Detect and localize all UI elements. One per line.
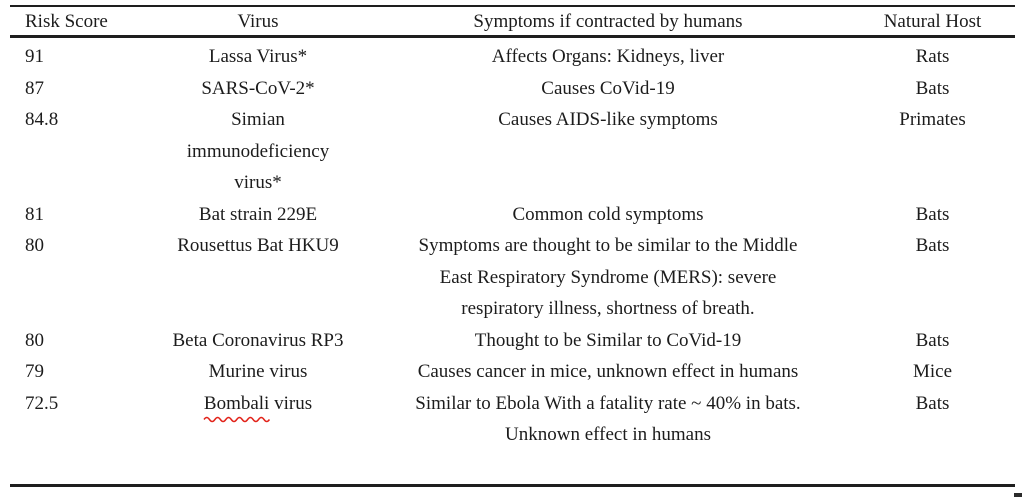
cell-text: 91 bbox=[25, 46, 44, 67]
header-symptoms: Symptoms if contracted by humans bbox=[473, 11, 743, 32]
table-header-row bbox=[10, 7, 1015, 38]
risk-score-cell bbox=[10, 73, 150, 105]
risk-score-cell bbox=[10, 325, 150, 357]
symptoms-cell bbox=[366, 325, 850, 357]
natural-host-cell bbox=[850, 73, 1015, 105]
misspelled-word[interactable]: Bombali bbox=[204, 388, 269, 420]
cell-text: Primates bbox=[899, 109, 966, 130]
risk-score-cell bbox=[10, 104, 150, 199]
cell-text: Bats bbox=[915, 203, 950, 225]
natural-host-cell bbox=[850, 356, 1015, 388]
symptoms-cell bbox=[366, 356, 850, 388]
cell-text: Thought to be Similar to CoVid-19 bbox=[474, 329, 742, 351]
cell-text: 81 bbox=[25, 203, 44, 225]
natural-host-cell bbox=[850, 41, 1015, 73]
cell-text: respiratory illness, shortness of breath. bbox=[461, 298, 755, 319]
natural-host-cell bbox=[850, 388, 1015, 451]
cell-text: Similar to Ebola With a fatality rate ~ 40% in bats. bbox=[415, 392, 801, 414]
cell-text bbox=[150, 388, 366, 420]
cell-text: Simian bbox=[231, 109, 285, 130]
symptoms-cell bbox=[366, 104, 850, 199]
cell-text: Murine virus bbox=[208, 361, 308, 382]
cell-text: Bats bbox=[915, 77, 950, 99]
risk-score-cell bbox=[10, 230, 150, 325]
virus-cell bbox=[150, 388, 366, 451]
header-natural-host: Natural Host bbox=[883, 11, 982, 32]
risk-score-cell bbox=[10, 41, 150, 73]
symptoms-cell bbox=[366, 73, 850, 105]
cell-text: Causes CoVid-19 bbox=[541, 77, 675, 99]
cell-text: Rousettus Bat HKU9 bbox=[177, 235, 339, 256]
spellcheck-squiggle-icon bbox=[204, 415, 269, 421]
virus-cell bbox=[150, 356, 366, 388]
cell-text: virus* bbox=[234, 172, 282, 193]
natural-host-cell bbox=[850, 325, 1015, 357]
table-row bbox=[10, 41, 1015, 73]
cell-text: Causes AIDS-like symptoms bbox=[498, 109, 718, 130]
cell-text: Common cold symptoms bbox=[512, 203, 704, 225]
symptoms-cell bbox=[366, 388, 850, 451]
symptoms-cell bbox=[366, 41, 850, 73]
table-row bbox=[10, 325, 1015, 357]
virus-cell bbox=[150, 325, 366, 357]
cell-text: 87 bbox=[25, 77, 44, 99]
cell-text: Rats bbox=[915, 46, 950, 67]
cell-text: immunodeficiency bbox=[186, 140, 330, 162]
cell-text: Bats bbox=[915, 329, 950, 351]
natural-host-cell bbox=[850, 104, 1015, 199]
risk-score-table bbox=[10, 5, 1015, 487]
cell-text: Bats bbox=[915, 392, 950, 414]
cell-text: Causes cancer in mice, unknown effect in humans bbox=[417, 361, 799, 382]
cell-text: Beta Coronavirus RP3 bbox=[172, 329, 344, 351]
risk-score-cell bbox=[10, 388, 150, 451]
cell-text: Mice bbox=[912, 361, 953, 382]
natural-host-cell bbox=[850, 199, 1015, 231]
risk-score-cell bbox=[10, 199, 150, 231]
cell-text: 80 bbox=[25, 235, 44, 256]
cell-text: Bats bbox=[915, 235, 950, 256]
cell-text: Unknown effect in humans bbox=[505, 424, 711, 445]
page-edge-artifact bbox=[1014, 493, 1022, 497]
virus-cell bbox=[150, 41, 366, 73]
table-row bbox=[10, 73, 1015, 105]
cell-text-rest: virus bbox=[269, 392, 313, 414]
natural-host-cell bbox=[850, 230, 1015, 325]
risk-score-cell bbox=[10, 356, 150, 388]
cell-text: Lassa Virus* bbox=[208, 46, 308, 67]
virus-cell bbox=[150, 199, 366, 231]
virus-cell bbox=[150, 73, 366, 105]
table-row bbox=[10, 230, 1015, 325]
header-risk-score: Risk Score bbox=[25, 11, 108, 32]
cell-text: 79 bbox=[25, 361, 44, 382]
cell-text: 72.5 bbox=[25, 392, 59, 414]
symptoms-cell bbox=[366, 230, 850, 325]
table-row bbox=[10, 104, 1015, 199]
symptoms-cell bbox=[366, 199, 850, 231]
cell-text: Symptoms are thought to be similar to the Middle bbox=[418, 235, 798, 256]
virus-cell bbox=[150, 230, 366, 325]
cell-text: Bat strain 229E bbox=[198, 203, 318, 225]
table-body bbox=[10, 38, 1015, 487]
virus-cell bbox=[150, 104, 366, 199]
table-row bbox=[10, 199, 1015, 231]
table-row bbox=[10, 356, 1015, 388]
header-virus: Virus bbox=[237, 11, 279, 32]
cell-text: SARS-CoV-2* bbox=[201, 77, 315, 99]
table-row bbox=[10, 388, 1015, 451]
cell-text: Affects Organs: Kidneys, liver bbox=[491, 46, 725, 67]
cell-text: East Respiratory Syndrome (MERS): severe bbox=[439, 266, 777, 288]
cell-text: 84.8 bbox=[25, 109, 59, 130]
cell-text: 80 bbox=[25, 329, 44, 351]
